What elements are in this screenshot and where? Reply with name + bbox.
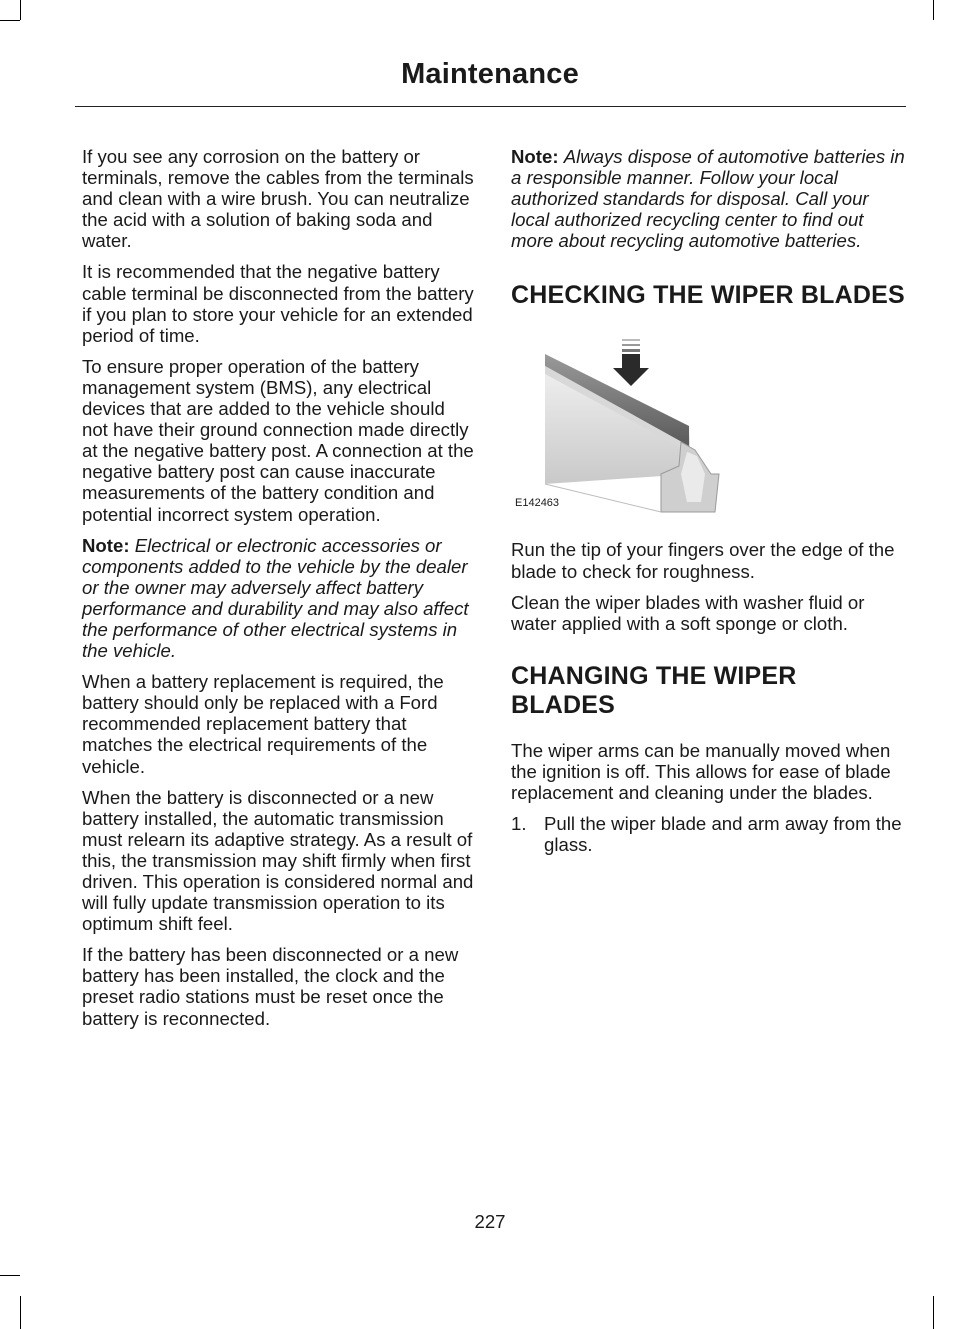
crop-mark-top-left-h <box>0 20 20 21</box>
corrosion-paragraph: If you see any corrosion on the battery or terminals, remove the cables from the terminals and clean with a wire brush. You can neutralize the acid with a solution of baking soda and water. <box>82 146 474 252</box>
accessories-note <box>82 535 474 662</box>
left-column <box>82 146 474 1039</box>
clock-reset-paragraph: If the battery has been disconnected or a new battery has been installed, the clock and the preset radio stations must be reset once the battery is reconnected. <box>82 944 459 1029</box>
cleaning-paragraph: Clean the wiper blades with washer fluid or water applied with a soft sponge or cloth. <box>511 591 865 634</box>
bms-paragraph: To ensure proper operation of the battery management system (BMS), any electrical devices that are added to the vehicle should not have their ground connection made directly at the negative battery post. A connection at the negative battery post can cause inaccurate measurements of the battery condition and potential incorrect system operation. <box>82 355 474 525</box>
step-text: Pull the wiper blade and arm away from the glass. <box>544 813 902 856</box>
figure-code: E142463 <box>515 497 560 510</box>
storage-paragraph: It is recommended that the negative battery cable terminal be disconnected from the battery if you plan to store your vehicle for an extended period of time. <box>82 261 474 346</box>
roughness-paragraph: Run the tip of your fingers over the edge of the blade to check for roughness. <box>511 539 895 582</box>
crop-mark-top-left-v <box>20 0 21 20</box>
manual-move-paragraph: The wiper arms can be manually moved when the ignition is off. This allows for ease of blade replacement and cleaning under the blades. <box>511 739 891 804</box>
step-number: 1. <box>511 813 527 835</box>
crop-mark-bottom-right-v <box>933 1296 934 1329</box>
page-title: Maintenance <box>401 58 579 90</box>
replacement-paragraph: When a battery replacement is required, the battery should only be replaced with a Ford recommended replacement battery that matches the electrical requirements of the vehicle. <box>82 671 444 777</box>
transmission-paragraph: When the battery is disconnected or a new battery installed, the automatic transmission must relearn its adaptive strategy. As a result of this, the transmission may shift firmly when first driven. This operation is considered normal and will fully update transmission operation to its optimum shift feel. <box>82 786 474 935</box>
note-label: Note: <box>511 146 559 167</box>
page-number: 227 <box>474 1211 506 1232</box>
checking-wiper-heading: CHECKING THE WIPER BLADES <box>511 281 905 310</box>
crop-mark-bottom-left-h <box>0 1275 20 1276</box>
wiper-blade-illustration-icon <box>511 334 905 524</box>
list-item <box>511 813 905 855</box>
note-label: Note: <box>82 534 130 556</box>
wiper-blade-figure <box>511 334 905 524</box>
disposal-note <box>511 146 905 251</box>
note-text: Electrical or electronic accessories or components added to the vehicle by the dealer or the owner may adversely affect battery performance and durability and may also affect the performance of other electrical systems in the vehicle. <box>82 534 469 662</box>
right-column <box>511 146 905 855</box>
crop-mark-bottom-left-v <box>20 1296 21 1329</box>
crop-mark-top-right-v <box>933 0 934 20</box>
header-divider <box>75 106 906 107</box>
changing-wiper-heading: CHANGING THE WIPER BLADES <box>511 661 797 719</box>
note-text: Always dispose of automotive batteries in a responsible manner. Follow your local authorized standards for disposal. Call your local authorized recycling center to find out more about recycling automotive batteries. <box>511 146 905 252</box>
